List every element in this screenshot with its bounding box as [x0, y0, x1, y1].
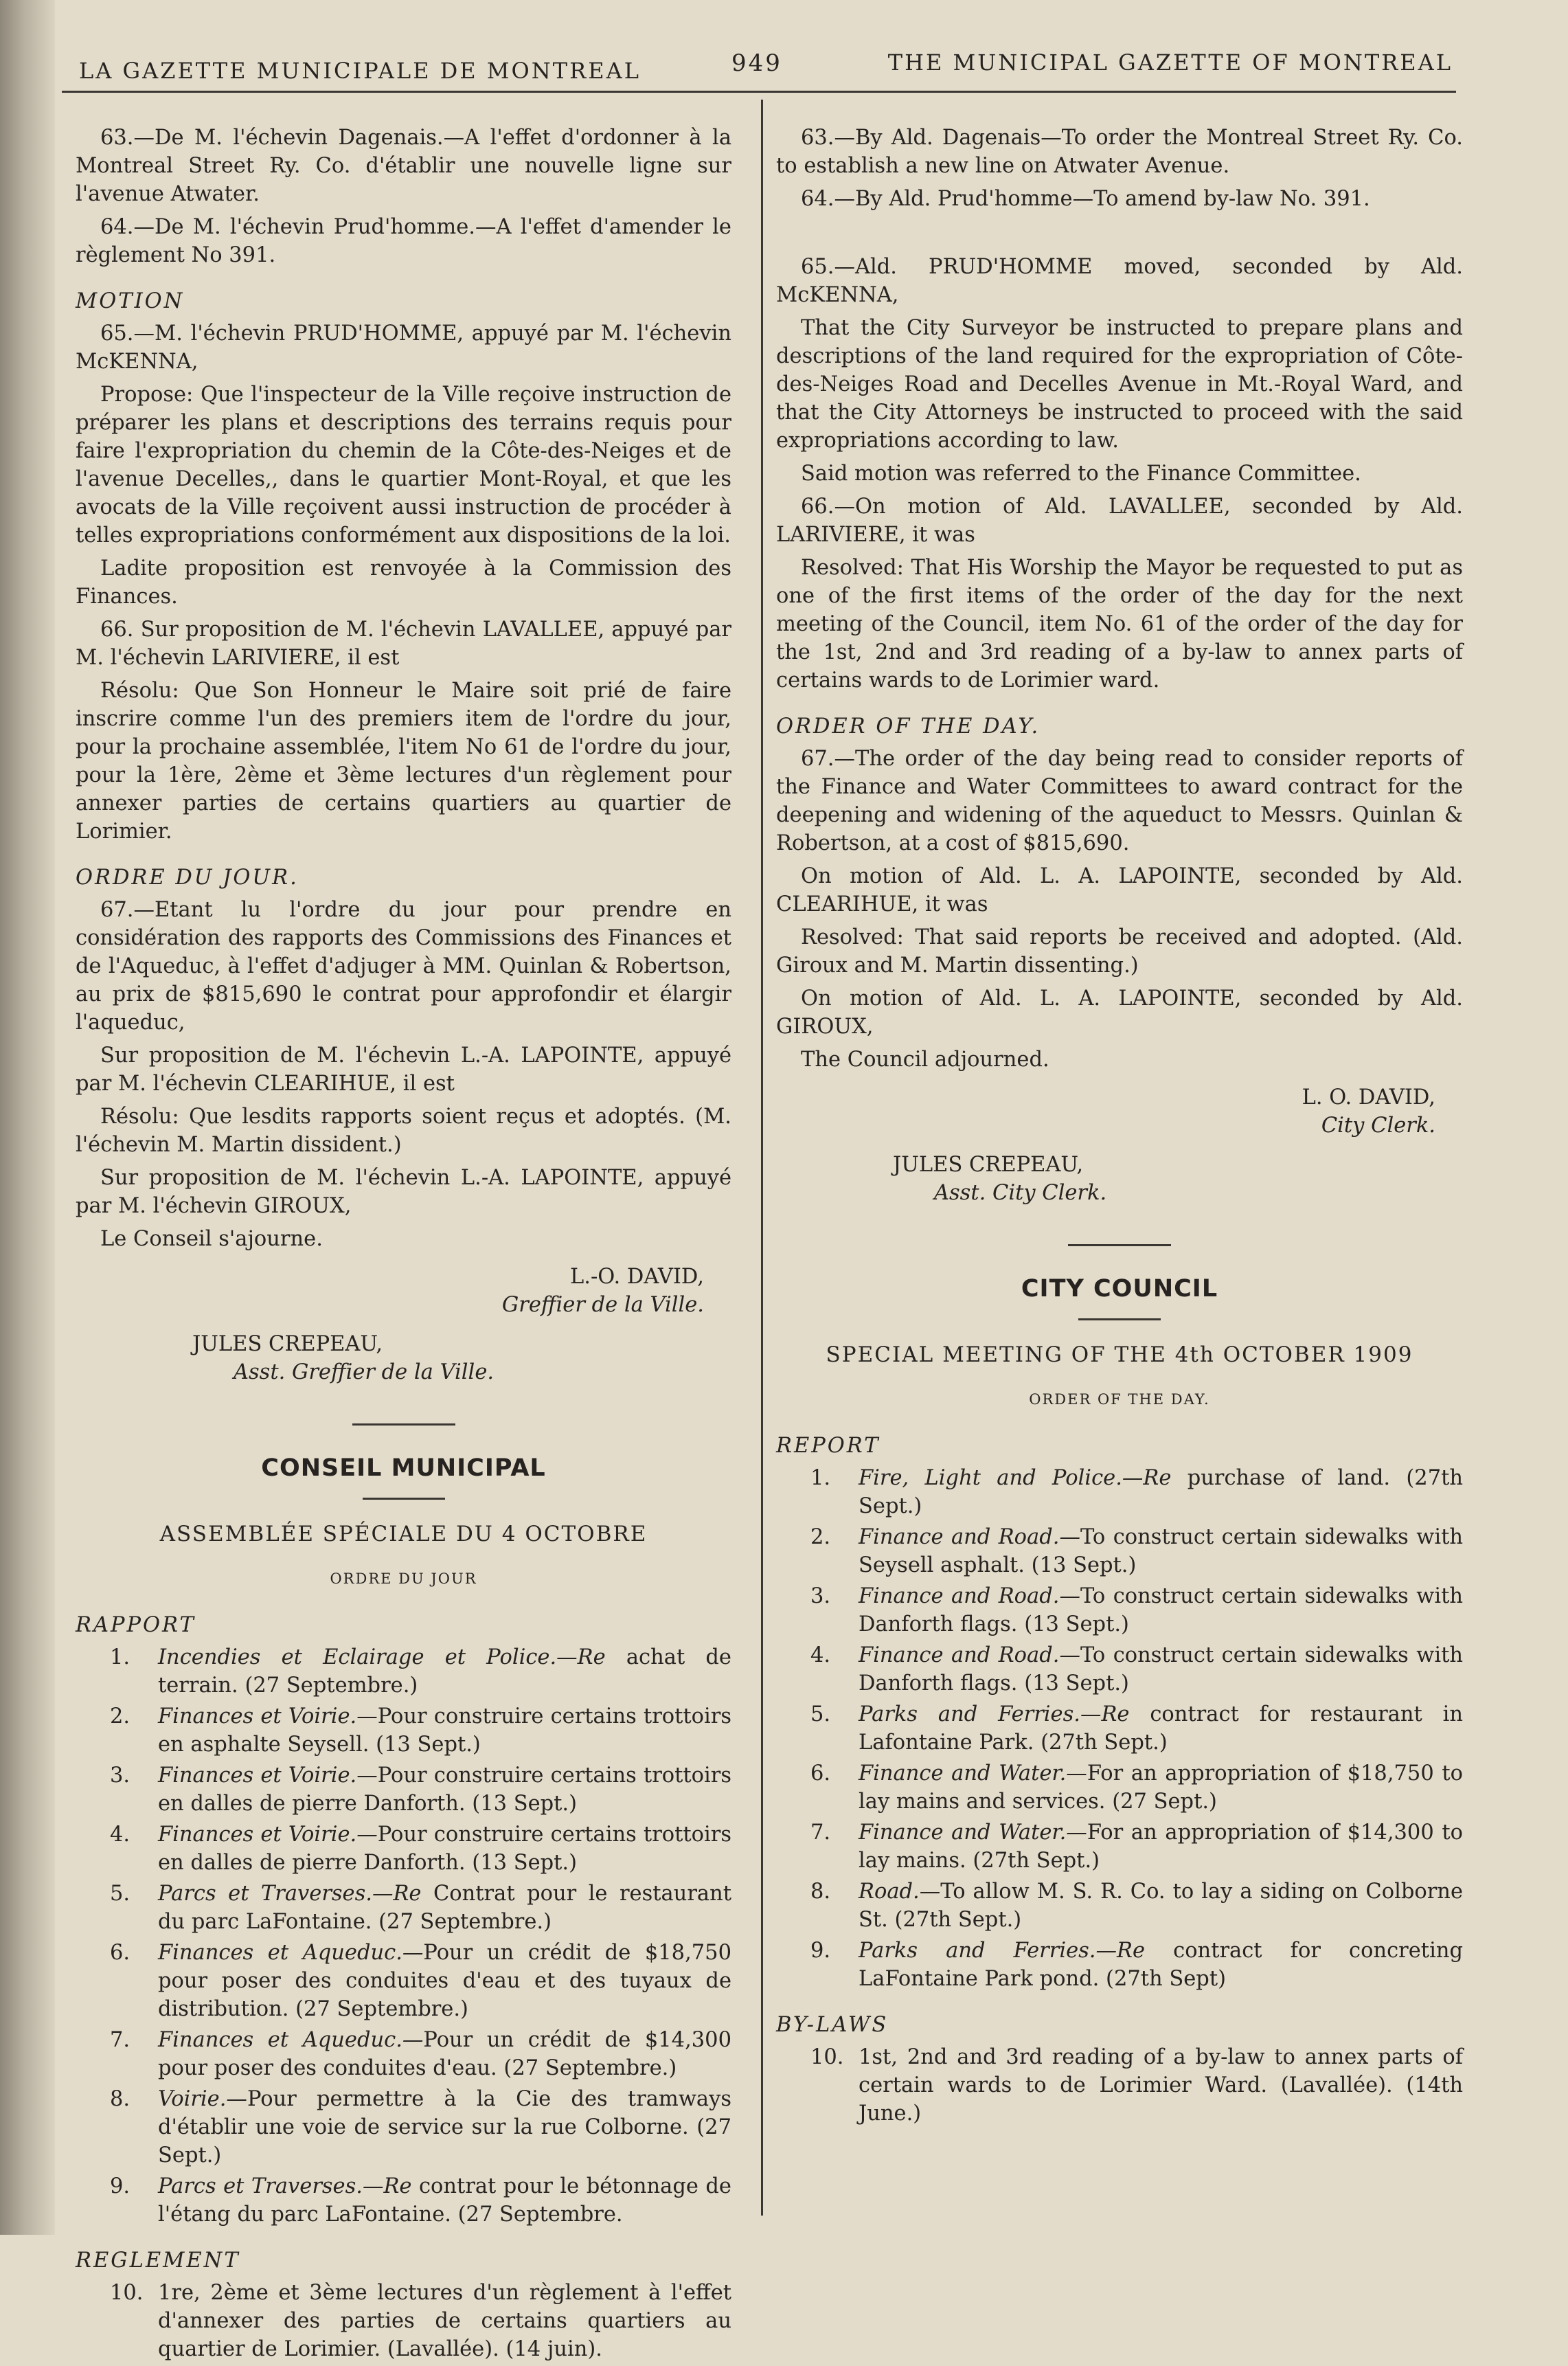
french-column	[76, 124, 731, 2366]
agenda-item	[76, 1821, 731, 1877]
item-text: contrat pour le bétonnage de l'étang du parc LaFontaine. (27 Septembre.	[158, 2174, 731, 2227]
header-rule	[62, 91, 1456, 93]
item-number: 6.	[810, 1761, 831, 1785]
item-66-resolution: Résolu: Que Son Honneur le Maire soit prié de faire inscrire comme l'un des premiers item de l'ordre du jour, pour la prochaine assemblée, l'item No 61 de l'ordre du jour, pour la 1ère, 2ème et 3ème lectures d'un règlement pour annexer parties de certains quartiers au quartier de Lorimier.	[76, 679, 731, 844]
item-text: contract for restaurant in Lafontaine Park. (27th Sept.)	[859, 1702, 1463, 1755]
item-number: 1.	[110, 1645, 130, 1669]
item-committee: Finances et Voirie.—	[158, 1764, 378, 1788]
item-66-resolution: Resolved: That His Worship the Mayor be requested to put as one of the first items of the order of the day for the next meeting of the Council, item No. 61 of the order of the day for the 1st, 2nd and 3rd reading of a by-law to annex parts of certains wards to de Lorimier ward.	[776, 556, 1463, 692]
item-text: achat de terrain. (27 Septembre.)	[158, 1645, 731, 1698]
agenda-item	[776, 1464, 1463, 1520]
report-heading: RAPPORT	[76, 1613, 196, 1637]
item-67-mover: Sur proposition de M. l'échevin L.-A. LAPOINTE, appuyé par M. l'échevin CLEARIHUE, il est	[76, 1044, 731, 1096]
item-committee: Parks and Ferries.—Re	[859, 1702, 1130, 1726]
item-67-resolution: Résolu: Que lesdits rapports soient reçus et adoptés. (M. l'échevin M. Martin dissident.)	[76, 1105, 731, 1157]
agenda-item	[76, 1939, 731, 2023]
section-rule	[1068, 1244, 1171, 1246]
item-65-proposal: Propose: Que l'inspecteur de la Ville reçoive instruction de préparer les plans et descriptions des terrains requis pour faire l'expropriation du chemin de la Côte-des-Neiges et de l'avenue Decelles,, dans le quartier Mont-Royal, et que les avocats de la Ville reçoivent aussi instruction de procéder à telles expropriations conformément aux dispositions de la loi.	[76, 383, 731, 548]
title-rule	[363, 1498, 445, 1500]
item-committee: Finances et Voirie.—	[158, 1704, 378, 1728]
order-of-day-label: ORDER OF THE DAY.	[1029, 1391, 1210, 1408]
item-number: 3.	[810, 1584, 831, 1608]
item-number: 4.	[110, 1823, 130, 1847]
item-number: 1.	[810, 1466, 831, 1490]
item-67-adjourn-mover: Sur proposition de M. l'échevin L.-A. LAPOINTE, appuyé par M. l'échevin GIROUX,	[76, 1166, 731, 1218]
item-committee: Finance and Road.—	[859, 1584, 1080, 1608]
report-items	[776, 1464, 1463, 1993]
item-text: To construct certain sidewalks with Seysell asphalt. (13 Sept.)	[859, 1525, 1463, 1577]
item-text: Pour permettre à la Cie des tramways d'établir une voie de service sur la rue Colborne. (27 Sept.)	[158, 2087, 731, 2167]
item-67-mover: On motion of Ald. L. A. LAPOINTE, seconded by Ald. CLEARIHUE, it was	[776, 864, 1463, 916]
binding-gutter	[0, 0, 55, 2235]
item-number: 10.	[110, 2281, 144, 2305]
item-committee: Incendies et Eclairage et Police.—Re	[158, 1645, 606, 1669]
item-number: 9.	[810, 1939, 831, 1963]
section-rule	[352, 1423, 455, 1426]
item-committee: Finance and Water.—	[859, 1821, 1087, 1845]
order-of-day-label: ORDRE DU JOUR	[330, 1570, 477, 1587]
agenda-item	[776, 1818, 1463, 1875]
item-committee: Finances et Voirie.—	[158, 1823, 378, 1847]
item-text: For an appropriation of $18,750 to lay mains and services. (27 Sept.)	[859, 1761, 1464, 1814]
agenda-item	[76, 1761, 731, 1818]
item-65-mover: 65.—M. l'échevin PRUD'HOMME, appuyé par M. l'échevin McKENNA,	[76, 322, 731, 374]
item-text: Pour construire certains trottoirs en asphalte Seysell. (13 Sept.)	[158, 1704, 731, 1757]
agenda-item	[76, 2085, 731, 2170]
item-67-adjourned: Le Conseil s'ajourne.	[100, 1227, 323, 1251]
item-text: Pour construire certains trottoirs en dalles de pierre Danforth. (13 Sept.)	[158, 1764, 731, 1816]
item-text: 1st, 2nd and 3rd reading of a by-law to annex parts of certain wards to de Lorimier Ward. (Lavallée). (14th June.)	[859, 2045, 1463, 2126]
item-65-proposal: That the City Surveyor be instructed to prepare plans and descriptions of the land required for the expropriation of Côte-des-Neiges Road and Decelles Avenue in Mt.-Royal Ward, and that the City Attorneys be instructed to proceed with the said expropriations according to law.	[776, 316, 1463, 453]
clerk-name: L. O. DAVID,	[1302, 1085, 1435, 1109]
item-text: contract for concreting LaFontaine Park pond. (27th Sept)	[859, 1939, 1463, 1991]
item-text: 1re, 2ème et 3ème lectures d'un règlement à l'effet d'annexer des parties de certains quartiers au quartier de Lorimier. (Lavallée). (14 juin).	[158, 2281, 731, 2361]
item-65-referral: Said motion was referred to the Finance Committee.	[801, 462, 1361, 486]
item-number: 2.	[810, 1525, 831, 1549]
item-text: For an appropriation of $14,300 to lay mains. (27th Sept.)	[859, 1821, 1464, 1873]
agenda-item	[776, 1700, 1463, 1757]
agenda-item	[776, 1937, 1463, 1993]
item-number: 8.	[810, 1880, 831, 1904]
item-text: Pour un crédit de $14,300 pour poser des conduites d'eau. (27 Septembre.)	[158, 2028, 731, 2080]
order-heading: ORDER OF THE DAY.	[776, 714, 1041, 739]
item-committee: Fire, Light and Police.—Re	[859, 1466, 1172, 1490]
clerk-name: L.-O. DAVID,	[570, 1265, 704, 1289]
item-text: purchase of land. (27th Sept.)	[859, 1466, 1463, 1518]
item-65-referral: Ladite proposition est renvoyée à la Commission des Finances.	[76, 556, 731, 609]
item-committee: Voirie.—	[158, 2087, 247, 2111]
bylaw-items	[76, 2279, 731, 2363]
agenda-item	[776, 1523, 1463, 1579]
agenda-item	[76, 1643, 731, 1700]
meeting-title: SPECIAL MEETING OF THE 4th OCTOBER 1909	[826, 1342, 1413, 1367]
agenda-item	[76, 1880, 731, 1936]
item-number: 5.	[110, 1882, 130, 1906]
council-title: CONSEIL MUNICIPAL	[261, 1454, 546, 1482]
item-text: To allow M. S. R. Co. to lay a siding on Colborne St. (27th Sept.)	[859, 1880, 1463, 1932]
column-divider	[761, 100, 763, 2216]
item-65-mover: 65.—Ald. PRUD'HOMME moved, seconded by Ald. McKENNA,	[776, 255, 1463, 307]
header-left-title: LA GAZETTE MUNICIPALE DE MONTREAL	[79, 58, 641, 84]
bylaw-heading: BY-LAWS	[776, 2013, 889, 2037]
header-right-title: THE MUNICIPAL GAZETTE OF MONTREAL	[887, 49, 1453, 76]
item-number: 10.	[810, 2045, 844, 2069]
item-number: 9.	[110, 2174, 130, 2198]
english-column	[776, 124, 1463, 2130]
item-67-adjourned: The Council adjourned.	[801, 1048, 1049, 1072]
clerk-title: Greffier de la Ville.	[501, 1293, 704, 1317]
item-number: 3.	[110, 1764, 130, 1788]
agenda-item	[776, 1641, 1463, 1698]
agenda-item	[776, 1759, 1463, 1816]
council-title: CITY COUNCIL	[1021, 1275, 1218, 1303]
item-committee: Parcs et Traverses.—Re	[158, 2174, 412, 2198]
item-number: 7.	[110, 2028, 130, 2052]
item-number: 7.	[810, 1821, 831, 1845]
item-66-mover: 66. Sur proposition de M. l'échevin LAVALLEE, appuyé par M. l'échevin LARIVIERE, il est	[76, 618, 731, 670]
item-committee: Finance and Road.—	[859, 1525, 1080, 1549]
item-64: 64.—De M. l'échevin Prud'homme.—A l'effet d'amender le règlement No 391.	[76, 215, 731, 267]
agenda-item	[776, 2043, 1463, 2128]
item-64: 64.—By Ald. Prud'homme—To amend by-law No. 391.	[801, 187, 1370, 211]
bylaw-heading: REGLEMENT	[76, 2249, 240, 2273]
asst-clerk-title: Asst. City Clerk.	[934, 1181, 1107, 1205]
item-63: 63.—De M. l'échevin Dagenais.—A l'effet d'ordonner à la Montreal Street Ry. Co. d'établir une nouvelle ligne sur l'avenue Atwater.	[76, 126, 731, 206]
motion-heading: MOTION	[76, 289, 185, 313]
item-committee: Parcs et Traverses.—Re	[158, 1882, 422, 1906]
asst-clerk-name: JULES CREPEAU,	[893, 1153, 1084, 1177]
item-63: 63.—By Ald. Dagenais—To order the Montreal Street Ry. Co. to establish a new line on Atwater Avenue.	[776, 126, 1463, 178]
item-66-mover: 66.—On motion of Ald. LAVALLEE, seconded by Ald. LARIVIERE, it was	[776, 495, 1463, 547]
item-committee: Finance and Water.—	[859, 1761, 1087, 1785]
bylaw-items	[776, 2043, 1463, 2128]
report-heading: REPORT	[776, 1434, 880, 1458]
item-number: 2.	[110, 1704, 130, 1728]
item-committee: Finance and Road.—	[859, 1643, 1080, 1667]
order-heading: ORDRE DU JOUR.	[76, 866, 299, 890]
agenda-item	[76, 2026, 731, 2082]
item-number: 5.	[810, 1702, 831, 1726]
item-67-order: 67.—The order of the day being read to consider reports of the Finance and Water Committees to award contract for the deepening and widening of the aqueduct to Messrs. Quinlan & Robertson, at a cost of $815,690.	[776, 747, 1463, 855]
asst-clerk-name: JULES CREPEAU,	[192, 1332, 383, 1356]
item-text: Contrat pour le restaurant du parc LaFontaine. (27 Septembre.)	[158, 1882, 731, 1934]
item-67-resolution: Resolved: That said reports be received and adopted. (Ald. Giroux and M. Martin dissenting.)	[776, 925, 1463, 978]
item-text: To construct certain sidewalks with Danforth flags. (13 Sept.)	[859, 1643, 1463, 1695]
agenda-item	[76, 1702, 731, 1759]
item-committee: Parks and Ferries.—Re	[859, 1939, 1145, 1963]
item-67-adjourn-mover: On motion of Ald. L. A. LAPOINTE, seconded by Ald. GIROUX,	[776, 987, 1463, 1039]
page-number: 949	[731, 49, 782, 77]
clerk-title: City Clerk.	[1321, 1114, 1435, 1138]
item-67-order: 67.—Etant lu l'ordre du jour pour prendre en considération des rapports des Commissions des Finances et de l'Aqueduc, à l'effet d'adjuger à MM. Quinlan & Robertson, au prix de $815,690 le contrat pour approfondir et élargir l'aqueduc,	[76, 898, 731, 1035]
report-items	[76, 1643, 731, 2229]
item-committee: Road.—	[859, 1880, 941, 1904]
item-number: 4.	[810, 1643, 831, 1667]
agenda-item	[776, 1878, 1463, 1934]
asst-clerk-title: Asst. Greffier de la Ville.	[234, 1360, 495, 1384]
item-committee: Finances et Aqueduc.—	[158, 1941, 424, 1965]
agenda-item	[76, 2279, 731, 2363]
item-committee: Finances et Aqueduc.—	[158, 2028, 424, 2052]
item-number: 6.	[110, 1941, 130, 1965]
item-text: Pour un crédit de $18,750 pour poser des conduites d'eau et des tuyaux de distribution. (27 Septembre.)	[158, 1941, 731, 2021]
item-text: To construct certain sidewalks with Danforth flags. (13 Sept.)	[859, 1584, 1463, 1636]
item-text: Pour construire certains trottoirs en dalles de pierre Danforth. (13 Sept.)	[158, 1823, 731, 1875]
title-rule	[1078, 1318, 1161, 1320]
agenda-item	[776, 1582, 1463, 1638]
meeting-title: ASSEMBLÉE SPÉCIALE DU 4 OCTOBRE	[159, 1522, 648, 1546]
agenda-item	[76, 2172, 731, 2229]
item-number: 8.	[110, 2087, 130, 2111]
